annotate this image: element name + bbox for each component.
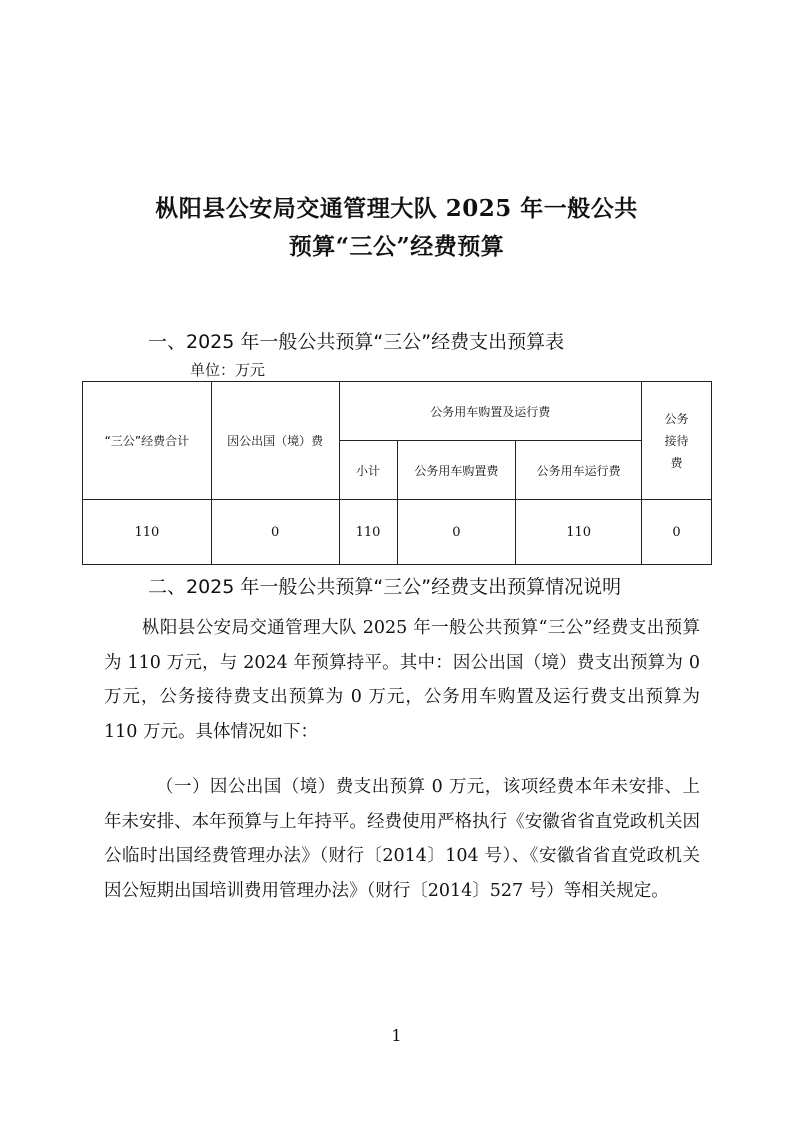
header-reception [642, 382, 712, 500]
value-total: 110 [83, 500, 212, 565]
value-subtotal: 110 [339, 500, 397, 565]
header-reception-text: 公务接待费 [664, 411, 689, 470]
table-row [83, 500, 712, 565]
section2-heading: 二、2025 年一般公共预算“三公”经费支出预算情况说明 [148, 576, 622, 598]
header-total: “三公”经费合计 [83, 382, 212, 500]
unit-label: 单位：万元 [190, 361, 266, 379]
page-number: 1 [391, 1026, 402, 1045]
header-abroad: 因公出国（境）费 [211, 382, 339, 500]
budget-table [82, 381, 712, 565]
value-vehicle-operation: 110 [516, 500, 642, 565]
document-title-line1: 枞阳县公安局交通管理大队 2025 年一般公共 [155, 195, 638, 222]
header-vehicle-operation: 公务用车运行费 [516, 441, 642, 500]
paragraph-abroad-detail: （一）因公出国（境）费支出预算 0 万元，该项经费本年未安排、上年未安排、本年预算与上年持平。经费使用严格执行《安徽省省直党政机关因公临时出国经费管理办法》（财行〔2014〕104 号）、《安徽省省直党政机关因公短期出国培训费用管理办法》（财行〔2014〕527 号）等相关规定。 [104, 777, 700, 901]
value-abroad: 0 [211, 500, 339, 565]
header-subtotal: 小计 [339, 441, 397, 500]
header-vehicle-group: 公务用车购置及运行费 [339, 382, 641, 441]
table-header-row [83, 382, 712, 441]
value-vehicle-purchase: 0 [397, 500, 516, 565]
document-title-line2: 预算“三公”经费预算 [288, 233, 505, 260]
paragraph-summary: 枞阳县公安局交通管理大队 2025 年一般公共预算“三公”经费支出预算为 110 万元，与 2024 年预算持平。其中：因公出国（境）费支出预算为 0 万元，公务接待费支出预算为 0 万元，公务用车购置及运行费支出预算为 110 万元。具体情况如下： [104, 618, 700, 742]
header-vehicle-purchase: 公务用车购置费 [397, 441, 516, 500]
section1-heading: 一、2025 年一般公共预算“三公”经费支出预算表 [148, 331, 565, 353]
value-reception: 0 [642, 500, 712, 565]
